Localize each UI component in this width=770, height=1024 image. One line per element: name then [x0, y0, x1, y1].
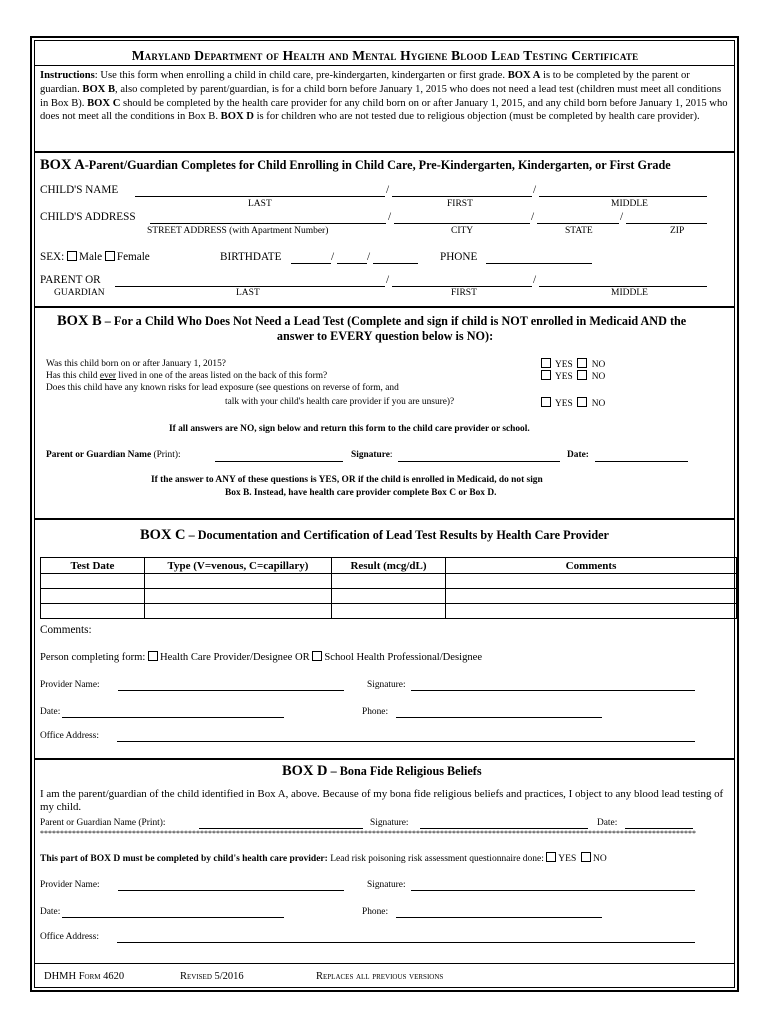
question-2-ever: ever — [99, 371, 117, 381]
questionnaire-yes-checkbox[interactable] — [546, 852, 556, 862]
table-cell[interactable] — [145, 589, 332, 604]
comments-label: Comments: — [40, 624, 92, 636]
slash: / — [386, 274, 390, 286]
box-d-date2-field[interactable] — [62, 917, 284, 918]
instructions-boxa: BOX A — [507, 70, 541, 81]
guardian-label: GUARDIAN — [54, 288, 105, 298]
city-field[interactable] — [394, 223, 530, 224]
male-checkbox[interactable] — [67, 251, 77, 261]
box-c-provider-name-field[interactable] — [118, 690, 344, 691]
slash: / — [367, 251, 371, 263]
table-row — [41, 574, 737, 589]
street-caption: STREET ADDRESS (with Apartment Number) — [147, 226, 329, 236]
box-d-label: BOX D — [282, 763, 328, 779]
slash: / — [533, 184, 537, 196]
phone-label: PHONE — [440, 251, 478, 263]
lead-test-results-table — [40, 557, 737, 619]
box-b-heading-text: – For a Child Who Does Not Need a Lead Test (Complete and sign if child is NOT enrolled in Medicaid AND the — [101, 314, 687, 328]
box-d-office-label: Office Address: — [40, 932, 99, 942]
column-header: Comments — [446, 558, 737, 574]
colon: : — [585, 450, 589, 460]
instructions-text: should be completed by the health care provider for any child born on or after January 1, 2015, and any child born before January 1, 2015 who does not meet all the conditions in Box B. — [40, 97, 728, 123]
birthdate-year-field[interactable] — [373, 263, 418, 264]
divider — [35, 65, 735, 66]
no-label: NO — [591, 372, 606, 382]
column-header: Test Date — [41, 558, 145, 574]
parent-middle-name-field[interactable] — [539, 286, 707, 287]
provider-designee-checkbox[interactable] — [148, 651, 158, 661]
box-a-heading-text: -Parent/Guardian Completes for Child Enrolling in Child Care, Pre-Kindergarten, Kindergarten, or First Grade — [84, 158, 671, 172]
slash: / — [531, 211, 535, 223]
child-address-label: CHILD'S ADDRESS — [40, 211, 136, 223]
school-health-label: School Health Professional/Designee — [324, 652, 483, 663]
child-first-name-field[interactable] — [392, 196, 532, 197]
child-name-label: CHILD'S NAME — [40, 184, 119, 196]
box-c-signature-field[interactable] — [411, 690, 695, 691]
replaces-note: Replaces all previous versions — [316, 971, 444, 982]
box-c-signature-label: Signature: — [367, 680, 406, 690]
box-d-provider-row — [40, 852, 607, 864]
instructions-text: , also completed by parent/guardian, is for a child born before January 1, 2015 who does not need a lead test (children must meet all conditions in Box B). — [40, 83, 722, 109]
divider — [35, 518, 735, 520]
box-d-date-label: Date: — [597, 818, 618, 828]
box-d-heading-text: – Bona Fide Religious Beliefs — [327, 764, 482, 778]
box-c-heading-text: – Documentation and Certification of Lead Test Results by Health Care Provider — [185, 528, 609, 542]
parent-last-name-field[interactable] — [115, 286, 385, 287]
table-row — [41, 604, 737, 619]
parent-name-label: Parent or Guardian Name — [46, 450, 152, 460]
column-header: Type (V=venous, C=capillary) — [145, 558, 332, 574]
box-d-heading — [282, 763, 482, 780]
box-d-phone-label: Phone: — [362, 907, 389, 917]
question-2-text: Has this child — [46, 371, 100, 381]
box-c-phone-label: Phone: — [362, 707, 389, 717]
question-2 — [46, 371, 327, 381]
provider-designee-label: Health Care Provider/Designee OR — [159, 652, 313, 663]
instructions-text: : Use this form when enrolling a child in child care, pre-kindergarten, kindergarten or first grade. — [94, 70, 508, 81]
slash: / — [386, 184, 390, 196]
divider — [35, 963, 735, 964]
yes-label: YES — [558, 854, 577, 864]
box-d-provider-name-field[interactable] — [118, 890, 344, 891]
yes-label: YES — [555, 360, 573, 370]
print-label: (Print): — [151, 450, 181, 460]
slash: / — [620, 211, 624, 223]
column-header: Result (mcg/dL) — [332, 558, 446, 574]
form-title: Maryland Department of Health and Mental Hygiene Blood Lead Testing Certificate — [131, 48, 639, 63]
birthdate-label: BIRTHDATE — [220, 251, 282, 263]
birthdate-month-field[interactable] — [291, 263, 331, 264]
box-c-phone-field[interactable] — [396, 717, 602, 718]
box-b-parent-name-field[interactable] — [215, 461, 343, 462]
slash: / — [388, 211, 392, 223]
box-d-parent-name-label: Parent or Guardian Name (Print): — [40, 818, 166, 828]
asterisk-divider: ******************************************************************************************************************************************************************** — [40, 829, 696, 838]
child-last-name-field[interactable] — [135, 196, 385, 197]
no-label: NO — [591, 360, 606, 370]
box-d-date2-label: Date: — [40, 907, 61, 917]
zip-field[interactable] — [626, 223, 707, 224]
state-field[interactable] — [537, 223, 619, 224]
form-number: DHMH Form 4620 — [44, 971, 125, 982]
instructions-boxb: BOX B — [82, 83, 116, 95]
box-c-office-label: Office Address: — [40, 731, 99, 741]
box-a-heading — [40, 157, 671, 174]
box-b-date-field[interactable] — [595, 461, 688, 462]
sex-row — [40, 251, 150, 263]
table-cell[interactable] — [41, 604, 145, 619]
female-label: Female — [116, 251, 150, 263]
page-frame-inner — [34, 40, 735, 988]
person-completing-row — [40, 651, 482, 663]
box-c-label: BOX C — [140, 527, 186, 543]
question-2-text: lived in one of the areas listed on the back of this form? — [116, 371, 328, 381]
question-1: Was this child born on or after January 1, 2015? — [46, 359, 226, 369]
q1-options — [541, 358, 605, 370]
last-caption: LAST — [248, 199, 272, 209]
instructions-boxd: BOX D — [220, 111, 254, 123]
box-d-signature2-label: Signature: — [367, 880, 406, 890]
date-label: Date — [40, 707, 58, 717]
box-d-provider-note: This part of BOX D must be completed by child's health care provider: — [40, 854, 328, 864]
state-caption: STATE — [565, 226, 593, 236]
phone-field[interactable] — [486, 263, 592, 264]
q1-no-checkbox[interactable] — [577, 358, 587, 368]
parent-first-name-field[interactable] — [392, 286, 532, 287]
questionnaire-no-checkbox[interactable] — [581, 852, 591, 862]
yes-label: YES — [555, 372, 573, 382]
box-c-heading — [140, 527, 609, 544]
box-b-signature-field[interactable] — [398, 461, 560, 462]
box-c-date-field[interactable] — [62, 717, 284, 718]
box-c-provider-name-label: Provider Name: — [40, 680, 100, 690]
box-d-statement: I am the parent/guardian of the child identified in Box A, above. Because of my bona fide religious beliefs and practices, I object to any blood lead testing of my child. — [40, 788, 724, 813]
signature-label: Signature — [367, 880, 403, 890]
q2-yes-checkbox[interactable] — [541, 370, 551, 380]
table-cell[interactable] — [41, 589, 145, 604]
box-b-heading — [57, 313, 686, 330]
revised-date: Revised 5/2016 — [180, 971, 244, 982]
table-cell[interactable] — [332, 604, 446, 619]
q2-options — [541, 370, 605, 382]
person-completing-label: Person completing form: — [40, 652, 148, 663]
q3-no-checkbox[interactable] — [577, 397, 587, 407]
divider — [35, 758, 735, 760]
first-caption: FIRST — [451, 288, 477, 298]
box-a-label: BOX A — [40, 157, 85, 173]
table-cell[interactable] — [41, 574, 145, 589]
box-b-instruction2a: If the answer to ANY of these questions is YES, OR if the child is enrolled in Medicaid, do not sign — [151, 475, 543, 485]
table-cell[interactable] — [145, 604, 332, 619]
box-b-heading-line2: answer to EVERY question below is NO): — [276, 329, 494, 343]
middle-caption: MIDDLE — [611, 199, 648, 209]
table-cell[interactable] — [446, 604, 737, 619]
divider — [35, 306, 735, 308]
parent-label: PARENT OR — [40, 274, 101, 286]
instructions-text: is for children who are not tested due to religious objection (must be completed by health care provider). — [253, 111, 700, 123]
box-d-signature-label: Signature: — [370, 818, 409, 828]
slash: / — [331, 251, 335, 263]
box-d-office-address-field[interactable] — [117, 942, 695, 943]
box-b-signature-label — [351, 450, 393, 460]
instructions-label: Instructions — [40, 70, 95, 81]
first-caption: FIRST — [447, 199, 473, 209]
box-d-phone-field[interactable] — [396, 917, 602, 918]
instructions — [40, 69, 730, 124]
table-cell[interactable] — [145, 574, 332, 589]
box-b-date-label — [567, 450, 589, 460]
instructions-text: is to be completed by the parent or guardian. — [40, 70, 690, 95]
birthdate-day-field[interactable] — [337, 263, 367, 264]
sex-label: SEX: — [40, 251, 65, 263]
city-caption: CITY — [451, 226, 474, 236]
street-address-field[interactable] — [150, 223, 386, 224]
box-b-label: BOX B — [57, 313, 102, 329]
box-b-instruction2b: Box B. Instead, have health care provider complete Box C or Box D. — [225, 488, 497, 498]
questionnaire-label: Lead risk poisoning risk assessment questionnaire done: — [327, 854, 547, 864]
zip-caption: ZIP — [670, 226, 685, 236]
table-header-row — [41, 558, 737, 574]
instructions-boxc: BOX C — [87, 97, 121, 109]
q1-yes-checkbox[interactable] — [541, 358, 551, 368]
table-row — [41, 589, 737, 604]
q3-options — [541, 397, 605, 409]
signature-label: Signature — [367, 680, 403, 690]
date-label: Date — [567, 450, 586, 460]
box-b-parent-name-label — [46, 450, 181, 460]
table-cell[interactable] — [446, 589, 737, 604]
box-c-date-label: Date: — [40, 707, 61, 717]
colon: : — [389, 450, 393, 460]
box-d-provider-name-label: Provider Name: — [40, 880, 100, 890]
slash: / — [533, 274, 537, 286]
last-caption: LAST — [236, 288, 260, 298]
child-middle-name-field[interactable] — [539, 196, 707, 197]
table-cell[interactable] — [332, 589, 446, 604]
middle-caption: MIDDLE — [611, 288, 648, 298]
no-label: NO — [593, 854, 607, 864]
male-label: Male — [79, 251, 103, 263]
q2-no-checkbox[interactable] — [577, 370, 587, 380]
table-cell[interactable] — [332, 574, 446, 589]
box-b-instruction: If all answers are NO, sign below and return this form to the child care provider or school. — [169, 424, 530, 434]
question-3b: talk with your child's health care provider if you are unsure)? — [225, 397, 455, 407]
school-health-checkbox[interactable] — [312, 651, 322, 661]
table-cell[interactable] — [446, 574, 737, 589]
box-c-office-address-field[interactable] — [117, 741, 695, 742]
box-d-signature2-field[interactable] — [411, 890, 695, 891]
date-label: Date — [40, 907, 58, 917]
no-label: NO — [591, 399, 606, 409]
female-checkbox[interactable] — [105, 251, 115, 261]
question-3a: Does this child have any known risks for lead exposure (see questions on reverse of form, and — [46, 383, 399, 393]
signature-label: Signature — [351, 450, 390, 460]
divider — [35, 151, 735, 153]
yes-label: YES — [555, 399, 573, 409]
q3-yes-checkbox[interactable] — [541, 397, 551, 407]
